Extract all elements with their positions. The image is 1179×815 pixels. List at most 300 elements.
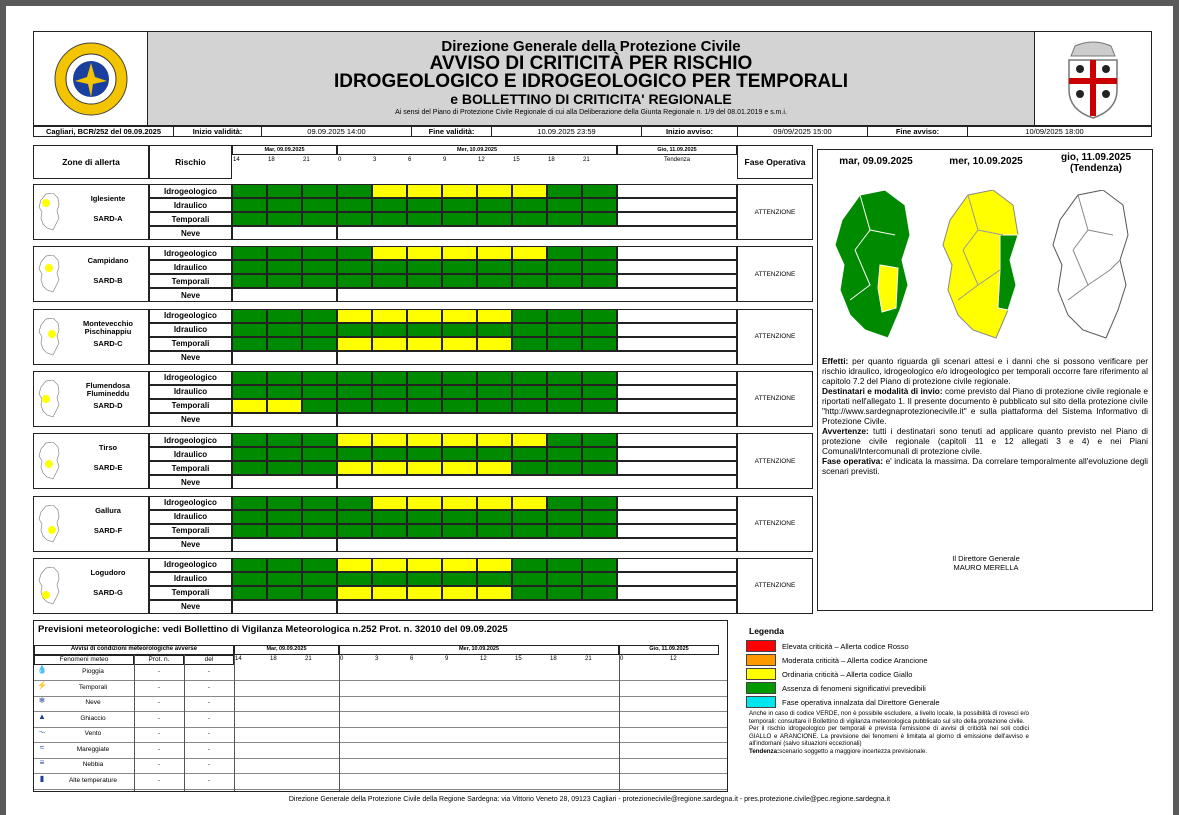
risk-level-cell — [582, 558, 617, 572]
risk-level-cell — [372, 198, 407, 212]
risk-level-cell — [512, 447, 547, 461]
legend-note-tendenza — [749, 748, 1029, 756]
risk-level-cell — [442, 184, 477, 198]
risk-level-cell — [232, 510, 267, 524]
risk-level-cell — [337, 524, 372, 538]
forecast-phenomenon: Pioggia — [82, 668, 104, 675]
fase-operativa-cell: ATTENZIONE — [737, 496, 813, 552]
end-value: 10.09.2025 23:59 — [492, 127, 642, 136]
zone-block-sard-b — [33, 246, 811, 301]
fase-label: Fase operativa: — [822, 456, 884, 466]
risk-level-cell — [512, 323, 547, 337]
zone-name: Campidano — [87, 256, 129, 266]
forecast-row-divider — [34, 727, 727, 728]
signature-role: Il Direttore Generale — [952, 554, 1020, 563]
risk-level-cell — [547, 246, 582, 260]
risk-level-cell — [477, 433, 512, 447]
fase-operativa-cell: ATTENZIONE — [737, 184, 813, 240]
risk-level-cell — [232, 385, 267, 399]
forecast-prot: - — [157, 761, 161, 768]
forecast-hour-tick: 15 — [515, 656, 522, 662]
risk-level-cell — [477, 586, 512, 600]
forecast-col-divider — [184, 655, 185, 791]
forecast-del: - — [207, 745, 211, 753]
risk-level-cell — [582, 274, 617, 288]
risk-level-cell — [267, 337, 302, 351]
tendenza-cell — [617, 371, 737, 385]
risk-label: Neve — [149, 538, 232, 552]
snow-icon: ❄ — [38, 696, 46, 705]
risk-level-cell — [547, 371, 582, 385]
risk-level-cell — [232, 558, 267, 572]
risk-level-cell — [232, 572, 267, 586]
risk-level-cell — [267, 447, 302, 461]
risk-level-cell — [512, 385, 547, 399]
effetti-label: Effetti: — [822, 356, 849, 366]
risk-label: Neve — [149, 600, 232, 614]
risk-label: Neve — [149, 475, 232, 489]
tendenza-cell — [617, 510, 737, 524]
hour-tick: 18 — [268, 157, 275, 163]
notes-block — [822, 356, 1148, 476]
zone-name: Flumendosa Flumineddu — [85, 380, 131, 398]
legend-label: Elevata criticità – Allerta codice Rosso — [782, 641, 909, 651]
forecast-hour-tick: 12 — [670, 656, 677, 662]
risk-label: Idrogeologico — [149, 558, 232, 572]
risk-level-cell — [442, 399, 477, 413]
risk-level-cell — [372, 260, 407, 274]
risk-level-cell — [372, 337, 407, 351]
day-header: Mer, 10.09.2025 — [337, 145, 617, 155]
risk-level-cell — [302, 274, 337, 288]
zone-risk-table — [33, 145, 811, 615]
sea-storm-icon: ≈ — [39, 742, 45, 752]
forecast-prot: - — [157, 730, 161, 737]
hour-tick: 18 — [548, 157, 555, 163]
risk-level-cell — [302, 524, 337, 538]
risk-level-cell — [302, 510, 337, 524]
risk-level-cell — [582, 323, 617, 337]
risk-level-cell — [582, 246, 617, 260]
forecast-hour-tick: 0 — [620, 656, 624, 662]
risk-level-cell — [267, 212, 302, 226]
risk-label: Temporali — [149, 274, 232, 288]
risk-level-cell — [442, 212, 477, 226]
forecast-day-header: Gio, 11.09.2025 — [619, 645, 719, 655]
risk-level-cell — [267, 510, 302, 524]
risk-level-cell — [582, 212, 617, 226]
risk-level-cell — [372, 586, 407, 600]
risk-level-cell — [372, 572, 407, 586]
risk-level-cell — [442, 572, 477, 586]
forecast-prot: - — [157, 668, 161, 675]
risk-label: Temporali — [149, 337, 232, 351]
legend-label: Fase operativa innalzata dal Direttore Generale — [782, 697, 940, 707]
zone-code: SARD-F — [93, 525, 123, 535]
zone-block-sard-e — [33, 433, 811, 488]
risk-level-cell — [547, 586, 582, 600]
risk-level-cell — [512, 198, 547, 212]
risk-level-cell — [547, 510, 582, 524]
risk-level-cell — [372, 558, 407, 572]
risk-level-cell — [302, 399, 337, 413]
risk-level-cell — [477, 274, 512, 288]
risk-label: Idrogeologico — [149, 371, 232, 385]
risk-level-cell — [302, 496, 337, 510]
avviso-end-label: Fine avviso: — [868, 127, 968, 136]
forecast-col-header: Prot. n. — [134, 655, 184, 665]
risk-label: Temporali — [149, 524, 232, 538]
forecast-del: - — [207, 776, 211, 784]
risk-level-cell — [407, 184, 442, 198]
tendenza-header: Tendenza — [663, 157, 691, 163]
forecast-phenomenon: Nebbia — [82, 761, 104, 768]
risk-level-cell — [372, 323, 407, 337]
risk-level-cell — [582, 572, 617, 586]
tendenza-cell — [617, 309, 737, 323]
zone-block-sard-c — [33, 309, 811, 364]
risk-level-cell — [582, 371, 617, 385]
tendenza-cell — [617, 385, 737, 399]
avvertenze-label: Avvertenze: — [822, 426, 869, 436]
bulletin-id: Cagliari, BCR/252 del 09.09.2025 — [34, 127, 174, 136]
ice-icon: ▲ — [38, 711, 46, 721]
risk-level-cell — [477, 558, 512, 572]
forecast-prot: - — [157, 683, 161, 691]
risk-level-cell — [372, 274, 407, 288]
risk-label: Neve — [149, 351, 232, 365]
risk-level-cell — [547, 572, 582, 586]
zone-map-icon — [38, 505, 62, 543]
forecast-row-divider — [34, 696, 727, 697]
forecast-del: - — [207, 699, 211, 706]
risk-level-cell — [337, 260, 372, 274]
risk-level-cell — [442, 433, 477, 447]
fase-operativa-cell: ATTENZIONE — [737, 246, 813, 302]
forecast-hour-tick: 12 — [480, 656, 487, 662]
risk-level-cell — [442, 586, 477, 600]
risk-level-cell — [512, 260, 547, 274]
risk-level-cell — [477, 212, 512, 226]
risk-level-cell — [582, 433, 617, 447]
risk-level-cell — [232, 371, 267, 385]
zone-block-sard-g — [33, 558, 811, 613]
forecast-del: - — [207, 683, 211, 691]
forecast-del: - — [207, 668, 211, 675]
risk-level-cell — [267, 184, 302, 198]
zone-cell — [33, 309, 149, 365]
tendenza-cell — [617, 337, 737, 351]
risk-level-cell — [477, 309, 512, 323]
risk-level-cell — [477, 385, 512, 399]
org-title: Direzione Generale della Protezione Civile — [441, 38, 741, 55]
risk-level-cell — [407, 371, 442, 385]
tendenza-cell — [617, 274, 737, 288]
map-day1-sardinia — [830, 190, 920, 340]
thunderstorm-icon: ⚡ — [37, 680, 47, 690]
doc-title-line1: AVVISO DI CRITICITÀ PER RISCHIO — [429, 53, 753, 74]
forecast-col-divider — [619, 655, 620, 791]
risk-label: Neve — [149, 413, 232, 427]
risk-level-cell — [477, 260, 512, 274]
hour-tick: 3 — [373, 157, 377, 163]
risk-level-cell — [512, 461, 547, 475]
forecast-prot: - — [157, 714, 161, 722]
legend-item — [746, 668, 912, 680]
risk-level-cell — [372, 461, 407, 475]
risk-level-cell — [547, 198, 582, 212]
risk-level-cell — [547, 337, 582, 351]
risk-level-cell — [582, 337, 617, 351]
risk-level-cell — [337, 274, 372, 288]
risk-level-cell — [512, 586, 547, 600]
forecast-title: Previsioni meteorologiche: vedi Bollettino di Vigilanza Meteorologica n.252 Prot. n. 32010 del 09.09.2025 — [38, 624, 508, 635]
risk-level-cell — [302, 184, 337, 198]
risk-level-cell — [302, 323, 337, 337]
forecast-hour-tick: 14 — [235, 656, 242, 662]
risk-level-cell — [442, 198, 477, 212]
zone-code: SARD-D — [93, 400, 123, 410]
map-tendenza-label: (Tendenza) — [1069, 163, 1123, 174]
risk-level-cell — [407, 496, 442, 510]
map-title-day1: mar, 09.09.2025 — [839, 156, 913, 167]
zone-cell — [33, 496, 149, 552]
risk-level-cell — [407, 433, 442, 447]
col-header-risk: Rischio — [149, 145, 232, 179]
risk-label: Idraulico — [149, 323, 232, 337]
end-label: Fine validità: — [412, 127, 492, 136]
neve-cell — [337, 226, 737, 240]
tendenza-label: Tendenza: — [749, 747, 780, 755]
zone-name: Montevecchio Pischinappiu — [82, 318, 133, 336]
tendenza-cell — [617, 260, 737, 274]
hour-tick: 12 — [478, 157, 485, 163]
tendenza-cell — [617, 433, 737, 447]
risk-level-cell — [547, 212, 582, 226]
risk-level-cell — [232, 246, 267, 260]
regione-logo — [34, 32, 147, 125]
risk-level-cell — [442, 337, 477, 351]
risk-level-cell — [582, 586, 617, 600]
forecast-row-divider — [34, 758, 727, 759]
risk-level-cell — [547, 274, 582, 288]
risk-level-cell — [232, 496, 267, 510]
risk-level-cell — [232, 323, 267, 337]
forecast-hour-tick: 18 — [550, 656, 557, 662]
zone-cell — [33, 558, 149, 614]
risk-level-cell — [512, 212, 547, 226]
avviso-start-label: Inizio avviso: — [642, 127, 738, 136]
legend-label: Assenza di fenomeni significativi prevedibili — [782, 683, 926, 693]
risk-level-cell — [337, 337, 372, 351]
forecast-phenomenon: Alte temperature — [68, 776, 118, 784]
legend-item — [746, 640, 909, 652]
forecast-row-divider — [34, 742, 727, 743]
risk-level-cell — [232, 447, 267, 461]
forecast-day-header: Mar, 09.09.2025 — [234, 645, 339, 655]
risk-level-cell — [232, 212, 267, 226]
hour-tick: 21 — [303, 157, 310, 163]
crest-icon — [1055, 38, 1131, 120]
risk-level-cell — [442, 309, 477, 323]
tendenza-cell — [617, 323, 737, 337]
meteo-forecast-table — [33, 620, 728, 792]
tendenza-cell — [617, 558, 737, 572]
risk-level-cell — [372, 385, 407, 399]
neve-cell — [232, 413, 337, 427]
risk-level-cell — [547, 184, 582, 198]
fog-icon: ≡ — [39, 758, 45, 767]
risk-level-cell — [267, 274, 302, 288]
risk-level-cell — [512, 510, 547, 524]
risk-label: Idrogeologico — [149, 496, 232, 510]
zone-map-icon — [38, 567, 62, 605]
neve-cell — [337, 351, 737, 365]
map-title-day2: mer, 10.09.2025 — [949, 156, 1023, 167]
risk-label: Idrogeologico — [149, 433, 232, 447]
neve-cell — [232, 351, 337, 365]
risk-level-cell — [267, 260, 302, 274]
zone-name: Logudoro — [90, 567, 126, 577]
risk-level-cell — [512, 274, 547, 288]
risk-level-cell — [547, 433, 582, 447]
risk-level-cell — [337, 385, 372, 399]
tendenza-cell — [617, 586, 737, 600]
risk-level-cell — [267, 558, 302, 572]
forecast-hour-tick: 0 — [340, 656, 344, 662]
hour-tick: 0 — [338, 157, 342, 163]
legend-item — [746, 682, 926, 694]
risk-level-cell — [372, 371, 407, 385]
avviso-end-value: 10/09/2025 18:00 — [1025, 127, 1084, 136]
risk-level-cell — [582, 524, 617, 538]
risk-level-cell — [232, 274, 267, 288]
risk-label: Temporali — [149, 399, 232, 413]
risk-label: Neve — [149, 226, 232, 240]
risk-level-cell — [477, 323, 512, 337]
maps-panel — [817, 149, 1153, 611]
risk-level-cell — [407, 323, 442, 337]
risk-level-cell — [232, 198, 267, 212]
risk-level-cell — [407, 510, 442, 524]
risk-level-cell — [407, 447, 442, 461]
neve-cell — [232, 475, 337, 489]
neve-cell — [232, 538, 337, 552]
forecast-prot: - — [157, 699, 161, 706]
risk-level-cell — [547, 399, 582, 413]
neve-cell — [337, 475, 737, 489]
col-header-fase: Fase Operativa — [737, 145, 813, 179]
risk-level-cell — [442, 461, 477, 475]
doc-title-line2: IDROGEOLOGICO E IDROGEOLOGICO PER TEMPORALI — [333, 71, 849, 92]
hour-tick: 9 — [443, 157, 447, 163]
risk-level-cell — [267, 496, 302, 510]
risk-level-cell — [547, 260, 582, 274]
forecast-row-divider — [34, 711, 727, 712]
fase-operativa-cell: ATTENZIONE — [737, 433, 813, 489]
neve-cell — [337, 600, 737, 614]
risk-level-cell — [477, 447, 512, 461]
forecast-col-header: Fenomeni meteo — [34, 655, 134, 665]
risk-level-cell — [407, 309, 442, 323]
risk-level-cell — [372, 447, 407, 461]
risk-level-cell — [547, 461, 582, 475]
risk-level-cell — [407, 246, 442, 260]
risk-level-cell — [232, 461, 267, 475]
risk-level-cell — [372, 246, 407, 260]
zone-map-icon — [38, 442, 62, 480]
regione-sardegna-logo-icon — [53, 41, 129, 117]
risk-level-cell — [582, 447, 617, 461]
forecast-phenomenon: Ghiaccio — [80, 714, 106, 722]
risk-level-cell — [512, 558, 547, 572]
risk-level-cell — [407, 524, 442, 538]
risk-level-cell — [337, 496, 372, 510]
risk-level-cell — [337, 447, 372, 461]
risk-level-cell — [302, 212, 337, 226]
risk-level-cell — [337, 309, 372, 323]
risk-level-cell — [582, 399, 617, 413]
risk-level-cell — [582, 309, 617, 323]
tendenza-cell — [617, 447, 737, 461]
risk-level-cell — [442, 558, 477, 572]
risk-level-cell — [267, 524, 302, 538]
risk-level-cell — [337, 323, 372, 337]
tendenza-cell — [617, 246, 737, 260]
neve-cell — [337, 288, 737, 302]
legend-note-temporali: Per il rischio idrogeologico per temporali è prevista l'emissione di avvisi di criticità nei soli codici GIALLO e ARANCIONE. La previsione dei fenomeni è limitata al giorno di emissione dell'avviso e all'indomani (salvo situazioni eccezionali) — [749, 725, 1029, 747]
forecast-prot: - — [157, 745, 161, 753]
fase-operativa-cell: ATTENZIONE — [737, 558, 813, 614]
risk-level-cell — [302, 371, 337, 385]
risk-level-cell — [337, 246, 372, 260]
forecast-col-divider — [234, 655, 235, 791]
risk-level-cell — [407, 558, 442, 572]
risk-level-cell — [442, 385, 477, 399]
risk-level-cell — [372, 399, 407, 413]
risk-level-cell — [582, 385, 617, 399]
risk-level-cell — [267, 309, 302, 323]
risk-level-cell — [232, 337, 267, 351]
forecast-hour-tick: 9 — [445, 656, 449, 662]
risk-level-cell — [267, 586, 302, 600]
zone-code: SARD-B — [93, 276, 123, 286]
risk-label: Idrogeologico — [149, 246, 232, 260]
zone-cell — [33, 246, 149, 302]
legal-reference: Ai sensi del Piano di Protezione Civile Regionale di cui alla Deliberazione della Giunta Regionale n. 1/9 del 08.01.2019 e s.m.i. — [395, 109, 787, 116]
tendenza-cell — [617, 399, 737, 413]
risk-level-cell — [267, 198, 302, 212]
tendenza-cell — [617, 212, 737, 226]
avviso-start-value: 09/09/2025 15:00 — [738, 127, 868, 136]
risk-level-cell — [337, 184, 372, 198]
signature-name: MAURO MERELLA — [953, 563, 1019, 572]
forecast-hour-tick: 21 — [585, 656, 592, 662]
map-title-day3: gio, 11.09.2025 — [1060, 152, 1132, 163]
risk-level-cell — [547, 323, 582, 337]
risk-level-cell — [337, 433, 372, 447]
risk-level-cell — [582, 496, 617, 510]
legend-note-verde: Anche in caso di codice VERDE, non è possibile escludere, a livello locale, la possibilità di rovesci e/o temporali: consultare il Bollettino di vigilanza meteorologica pubblicato sul sito della protezione civile. — [749, 710, 1029, 725]
risk-level-cell — [302, 558, 337, 572]
forecast-row-divider — [34, 773, 727, 774]
risk-level-cell — [547, 496, 582, 510]
risk-level-cell — [477, 184, 512, 198]
risk-level-cell — [232, 184, 267, 198]
zone-map-icon — [38, 193, 62, 231]
risk-level-cell — [232, 433, 267, 447]
avvertenze-text: tutti i destinatari sono tenuti ad applicare quanto previsto nel Piano di protezione civile regionale (capitoli 11 e 12 allegati 3 e 4) e nei Piani Comunali/Intercomunali di protezione civile. — [822, 426, 1149, 456]
